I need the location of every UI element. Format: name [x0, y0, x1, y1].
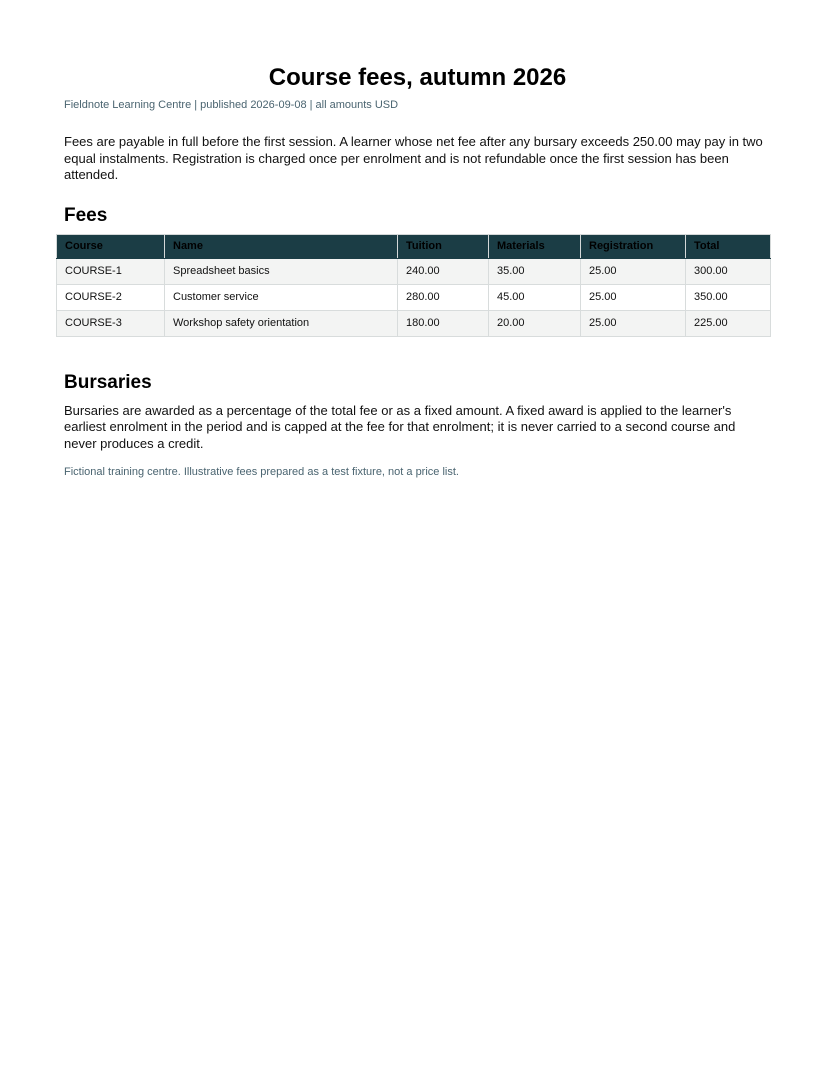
publication-meta: Fieldnote Learning Centre | published 2026-09-08 | all amounts USD — [64, 99, 399, 111]
table-row — [57, 258, 771, 284]
fees-header-row — [57, 234, 771, 258]
cell-materials: 35.00 — [489, 258, 581, 284]
cell-registration: 25.00 — [581, 258, 686, 284]
cell-name: Spreadsheet basics — [165, 258, 398, 284]
intro-paragraph: Fees are payable in full before the first session. A learner whose net fee after any bursary exceeds 250.00 may pay in two equal instalments. Registration is charged once per enrolment and is not refundable once the first session has been attended. — [64, 134, 763, 182]
cell-course: COURSE-3 — [57, 310, 165, 336]
column-header-name: Name — [165, 234, 398, 258]
cell-tuition: 280.00 — [398, 284, 489, 310]
cell-tuition: 240.00 — [398, 258, 489, 284]
bursaries-heading: Bursaries — [64, 371, 152, 393]
column-header-course: Course — [57, 234, 165, 258]
cell-materials: 45.00 — [489, 284, 581, 310]
fees-table-wrapper — [56, 234, 770, 337]
cell-total: 225.00 — [686, 310, 771, 336]
table-row — [57, 284, 771, 310]
table-row — [57, 310, 771, 336]
fees-heading: Fees — [64, 204, 108, 226]
column-header-tuition: Tuition — [398, 234, 489, 258]
cell-registration: 25.00 — [581, 284, 686, 310]
cell-total: 350.00 — [686, 284, 771, 310]
cell-tuition: 180.00 — [398, 310, 489, 336]
footnote: Fictional training centre. Illustrative fees prepared as a test fixture, not a price list. — [64, 466, 459, 478]
cell-materials: 20.00 — [489, 310, 581, 336]
cell-registration: 25.00 — [581, 310, 686, 336]
column-header-registration: Registration — [581, 234, 686, 258]
fees-table — [56, 234, 771, 337]
cell-name: Customer service — [165, 284, 398, 310]
cell-course: COURSE-1 — [57, 258, 165, 284]
page-title: Course fees, autumn 2026 — [268, 64, 567, 91]
cell-total: 300.00 — [686, 258, 771, 284]
cell-course: COURSE-2 — [57, 284, 165, 310]
bursaries-paragraph: Bursaries are awarded as a percentage of the total fee or as a fixed amount. A fixed award is applied to the learner's earliest enrolment in the period and is capped at the fee for that enrolment; it is never carried to a second course and never produces a credit. — [64, 402, 736, 451]
column-header-total: Total — [686, 234, 771, 258]
column-header-materials: Materials — [489, 234, 581, 258]
cell-name: Workshop safety orientation — [165, 310, 398, 336]
